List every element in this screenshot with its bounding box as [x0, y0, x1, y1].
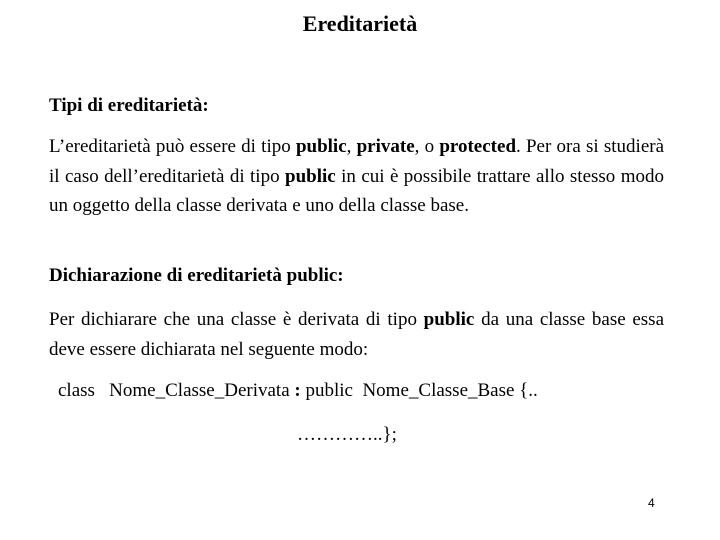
section-heading-inheritance-types: Tipi di ereditarietà: [49, 95, 209, 116]
page-number: 4 [648, 496, 655, 510]
code-declaration-line [58, 378, 538, 404]
code-text: class Nome_Classe_Derivata [58, 380, 295, 401]
keyword-public: public [295, 136, 347, 157]
public-declaration-paragraph [49, 305, 664, 364]
keyword-public: public [285, 165, 336, 187]
text-run: , o [414, 136, 440, 157]
text-run: in cui è possibile trattare allo stesso modo un oggetto della classe derivata e uno della classe base. [49, 165, 664, 216]
text-run: Per ora si studierà il caso dell’ereditarietà di tipo [49, 136, 665, 187]
inheritance-types-paragraph [49, 132, 664, 221]
keyword-protected: protected [439, 136, 517, 157]
slide-title: Ereditarietà [302, 11, 418, 36]
text-run: L’ereditarietà può essere di tipo [49, 136, 296, 157]
code-colon: : [294, 380, 301, 401]
keyword-public: public [423, 309, 475, 330]
code-continuation-line: …………..}; [297, 424, 397, 445]
text-run: . [516, 136, 526, 157]
keyword-private: private [356, 136, 415, 157]
text-run: , [346, 136, 357, 157]
text-run: da una classe base essa deve essere dichiarata nel seguente modo: [49, 309, 665, 360]
code-text: public Nome_Classe_Base {.. [300, 380, 538, 401]
section-heading-public-declaration: Dichiarazione di ereditarietà public: [49, 265, 344, 286]
text-run: Per dichiarare che una classe è derivata di tipo [49, 309, 424, 330]
